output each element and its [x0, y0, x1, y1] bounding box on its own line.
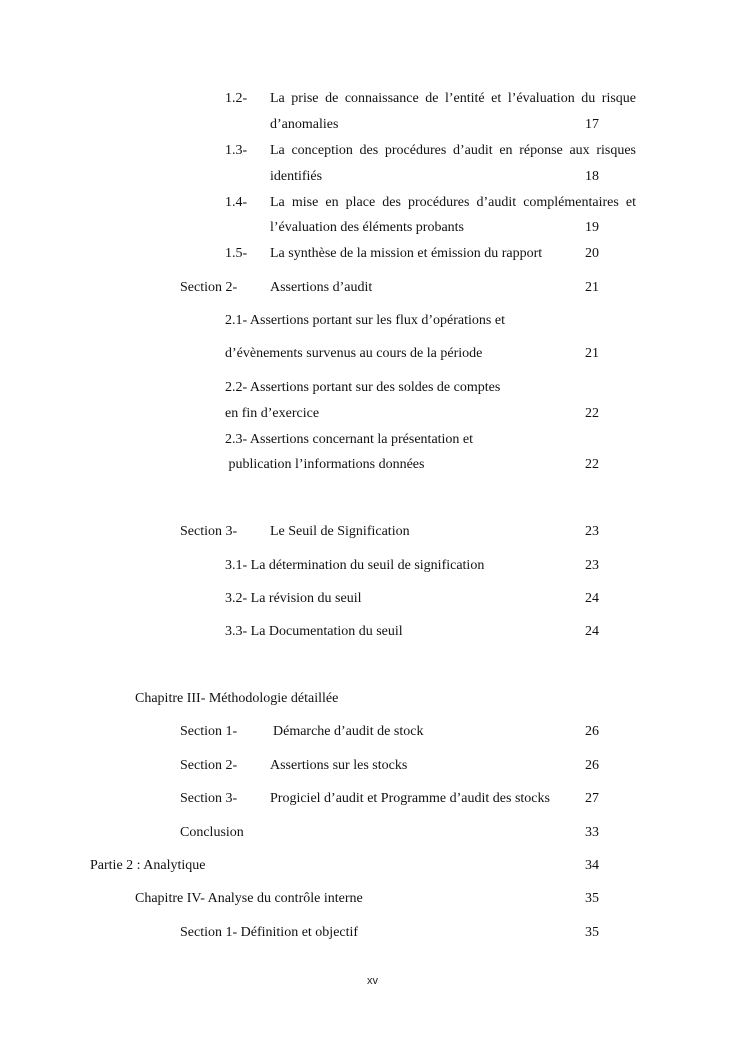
entry-title-line1: La conception des procédures d’audit en réponse aux risques [270, 143, 636, 158]
entry-page: 20 [585, 246, 599, 261]
entry-title-line2: publication l’informations données [225, 457, 425, 472]
section-page: 23 [585, 524, 599, 539]
section-label: Section 3- [180, 791, 238, 806]
part-page: 34 [585, 858, 599, 873]
chapter-page: 35 [585, 891, 599, 906]
entry-number: 1.3- [225, 143, 248, 158]
section-title: Progiciel d’audit et Programme d’audit des stocks [270, 791, 550, 806]
entry-page: 23 [585, 558, 599, 573]
section-title: Section 1- Définition et objectif [180, 925, 359, 940]
conclusion-title: Conclusion [180, 825, 244, 840]
section-title: Démarche d’audit de stock [273, 724, 424, 739]
entry-title-line1: 2.3- Assertions concernant la présentation et [225, 432, 474, 447]
entry-title-line2: identifiés [270, 169, 323, 184]
entry-page: 17 [585, 117, 599, 132]
conclusion-page: 33 [585, 825, 599, 840]
entry-title-line2: l’évaluation des éléments probants [270, 220, 464, 235]
section-label: Section 1- [180, 724, 238, 739]
chapter-title: Chapitre III- Méthodologie détaillée [135, 691, 339, 706]
entry-page: 21 [585, 346, 599, 361]
entry-page: 22 [585, 457, 599, 472]
entry-title-line2: d’anomalies [270, 117, 339, 132]
part-title: Partie 2 : Analytique [90, 858, 206, 873]
entry-title-line1: 2.2- Assertions portant sur des soldes de comptes [225, 380, 501, 395]
entry-page: 22 [585, 406, 599, 421]
entry-number: 1.5- [225, 246, 248, 261]
section-label: Section 2- [180, 758, 238, 773]
section-page: 27 [585, 791, 599, 806]
section-label: Section 2- [180, 280, 238, 295]
section-title: Assertions sur les stocks [270, 758, 408, 773]
entry-title-line1: 2.1- Assertions portant sur les flux d’opérations et [225, 313, 505, 328]
entry-title: 3.2- La révision du seuil [225, 591, 362, 606]
section-page: 21 [585, 280, 599, 295]
entry-title: 3.1- La détermination du seuil de signification [225, 558, 485, 573]
section-page: 35 [585, 925, 599, 940]
entry-title-line2: en fin d’exercice [225, 406, 320, 421]
entry-title-line1: La prise de connaissance de l’entité et l’évaluation du risque [270, 91, 636, 106]
entry-number: 1.4- [225, 195, 248, 210]
section-page: 26 [585, 724, 599, 739]
entry-page: 18 [585, 169, 599, 184]
section-title: Le Seuil de Signification [270, 524, 410, 539]
entry-title-line2: d’évènements survenus au cours de la période [225, 346, 483, 361]
entry-title: 3.3- La Documentation du seuil [225, 624, 403, 639]
section-label: Section 3- [180, 524, 238, 539]
entry-page: 19 [585, 220, 599, 235]
entry-title-line1: La mise en place des procédures d’audit complémentaires et [270, 195, 636, 210]
entry-page: 24 [585, 591, 599, 606]
section-page: 26 [585, 758, 599, 773]
entry-number: 1.2- [225, 91, 248, 106]
chapter-title: Chapitre IV- Analyse du contrôle interne [135, 891, 363, 906]
section-title: Assertions d’audit [270, 280, 373, 295]
entry-title: La synthèse de la mission et émission du rapport [270, 246, 543, 261]
entry-page: 24 [585, 624, 599, 639]
page-number: xv [367, 975, 378, 987]
